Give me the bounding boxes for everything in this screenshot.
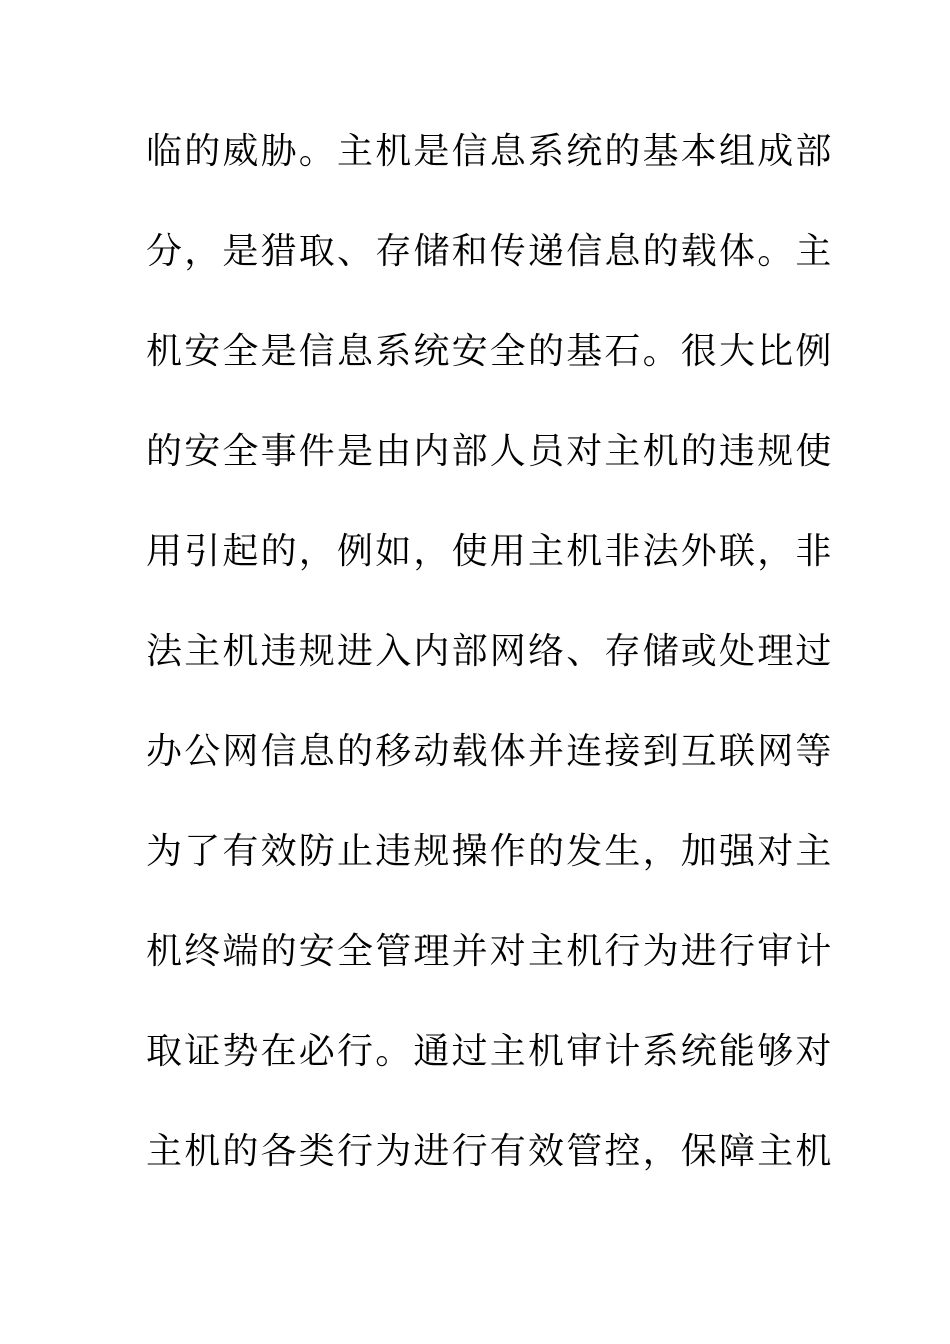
text-line-1: 临的威胁。主机是信息系统的基本组成部 — [146, 131, 834, 172]
text-line-9: 机终端的安全管理并对主机行为进行审计 — [146, 931, 834, 972]
text-line-5: 用引起的，例如，使用主机非法外联，非 — [146, 531, 834, 572]
text-line-8: 为了有效防止违规操作的发生，加强对主 — [146, 831, 834, 872]
text-line-11: 主机的各类行为进行有效管控，保障主机 — [146, 1131, 834, 1172]
text-line-6: 法主机违规进入内部网络、存储或处理过 — [146, 631, 834, 672]
text-line-2: 分，是猎取、存储和传递信息的载体。主 — [146, 231, 834, 272]
text-line-7: 办公网信息的移动载体并连接到互联网等 — [146, 731, 834, 772]
text-line-4: 的安全事件是由内部人员对主机的违规使 — [146, 431, 834, 472]
text-line-3: 机安全是信息系统安全的基石。很大比例 — [146, 331, 834, 372]
text-line-10: 取证势在必行。通过主机审计系统能够对 — [146, 1031, 834, 1072]
body-text — [146, 121, 834, 1221]
